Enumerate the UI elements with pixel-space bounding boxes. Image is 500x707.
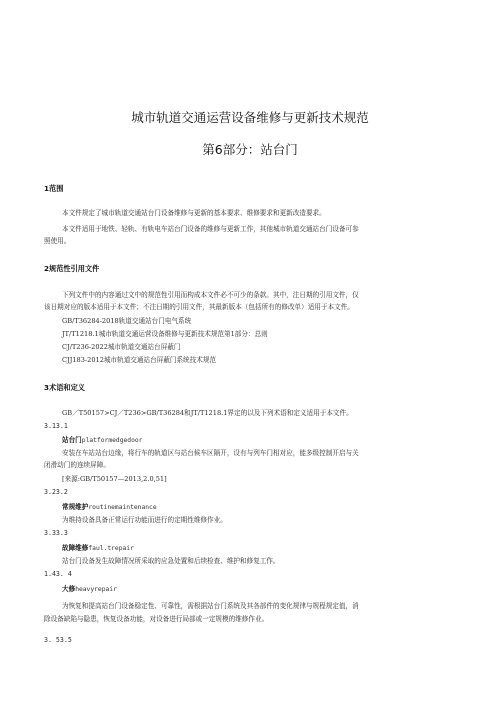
document-title: 城市轨道交通运营设备维修与更新技术规范 bbox=[131, 110, 369, 125]
term-heading bbox=[62, 583, 117, 593]
term-definition-line-1: 安装在车站站台边缘，将行车的轨道区与站台候车区隔开，设有与列车门相对应，能多级控制开启与关 bbox=[62, 449, 359, 457]
term-heading bbox=[62, 542, 134, 552]
section-2-heading: 2规范性引用文件 bbox=[44, 264, 100, 273]
reference-item: GB/T36284-2018轨道交通站台门电气系统 bbox=[62, 317, 192, 325]
term-english: faul.trepair bbox=[88, 545, 134, 552]
term-source: [来源:GB/T50157—2013,2.0,51] bbox=[62, 475, 167, 483]
section-1-paragraph-2-line-2: 照使用。 bbox=[44, 237, 71, 245]
term-number: 3.33.3 bbox=[44, 529, 68, 537]
term-english: platformedgedoor bbox=[81, 437, 143, 444]
term-definition: 站台门设备发生故障情况所采取的应急处置和后续检查、维护和修复工作。 bbox=[62, 557, 280, 565]
section-3-intro: GB／T50157>CJ／T236>GB/T36284和JT/T1218.1界定的以及下列术语和定义适用于本文件。 bbox=[62, 409, 353, 417]
term-number: 3.23.2 bbox=[44, 488, 68, 496]
term-english: heavyrepair bbox=[75, 586, 117, 593]
section-1-heading: 1范围 bbox=[44, 184, 64, 193]
term-number: 3. 53.5 bbox=[44, 636, 72, 644]
reference-item: JT/T1218.1城市轨道交通运营设备维修与更新技术规范第1部分：总则 bbox=[62, 330, 268, 338]
section-1-paragraph-2-line-1: 本文件适用于地铁、轻轨、有轨电车站台门设备的维修与更新工作，其他城市轨道交通站台门设备可参 bbox=[62, 225, 359, 233]
term-chinese: 大修 bbox=[62, 585, 76, 593]
term-number: 1.43. 4 bbox=[44, 570, 72, 578]
term-definition-line-1: 为恢复和提高站台门设备稳定性、可靠性，需根据站台门系统及其各部件的变化规律与规程规定值，消 bbox=[62, 602, 359, 610]
section-3-heading: 3术语和定义 bbox=[44, 383, 85, 392]
document-subtitle: 第6部分：站台门 bbox=[202, 142, 298, 157]
term-number: 3.13.1 bbox=[44, 422, 68, 430]
term-definition-line-2: 除设备缺陷与隐患，恢复设备功能，对设备进行局部或一定规模的维修作业。 bbox=[44, 615, 269, 623]
reference-item: CJJ183-2012城市轨道交通站台屏蔽门系统技术规范 bbox=[62, 356, 217, 364]
section-2-paragraph-line-2: 该日期对应的版本适用于本文件；不注日期的引用文件，其最新版本（包括所有的修改单）适用于本文件。 bbox=[44, 303, 354, 311]
term-english: routinemaintenance bbox=[88, 504, 157, 511]
section-2-paragraph-line-1: 下列文件中的内容通过文中的规范性引用而构成本文件必不可少的条款。其中，注日期的引用文件，仅 bbox=[62, 291, 359, 299]
reference-item: CJ/T236-2022城市轨道交通站台屏蔽门 bbox=[62, 343, 181, 351]
section-1-paragraph-1: 本文件规定了城市轨道交通站台门设备维修与更新的基本要求、维修要求和更新改造要求。 bbox=[62, 209, 326, 217]
term-heading bbox=[62, 501, 157, 511]
term-definition-line-2: 闭滑动门的连续屏障。 bbox=[44, 461, 110, 469]
term-heading bbox=[62, 434, 142, 444]
term-chinese: 故障维修 bbox=[62, 544, 89, 552]
term-chinese: 常规维护 bbox=[62, 503, 89, 511]
term-definition: 为维持设备具备正常运行功能而进行的定期性维修作业。 bbox=[62, 516, 227, 524]
term-chinese: 站台门 bbox=[62, 436, 82, 444]
